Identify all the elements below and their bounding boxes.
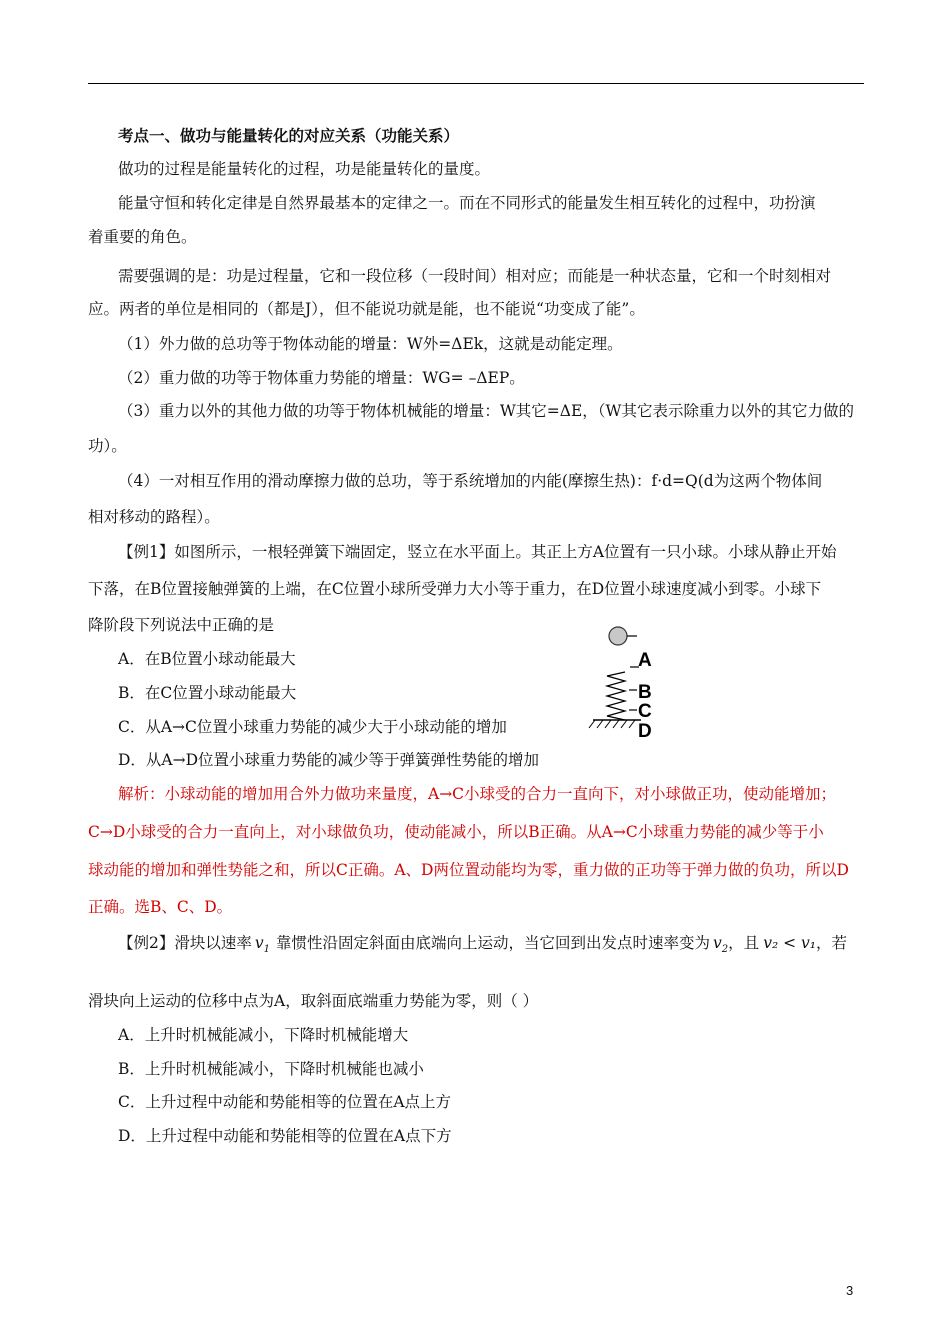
figure-label-d: D	[638, 721, 652, 742]
example1-text: 下落，在B位置接触弹簧的上端，在C位置小球所受弹力大小等于重力，在D位置小球速度减小到零。小球下	[88, 580, 822, 598]
example1-option-c: C．从A→C位置小球重力势能的减少大于小球动能的增加	[118, 718, 507, 736]
paragraph-line: （3）重力以外的其他力做的功等于物体机械能的增量：W其它=ΔE，（W其它表示除重力以外的其它力做的	[118, 402, 854, 420]
paragraph-line: （4）一对相互作用的滑动摩擦力做的总功，等于系统增加的内能(摩擦生热)：f·d=Q(d为这两个物体间	[118, 472, 823, 490]
analysis-line: 正确。选B、C、D。	[88, 898, 233, 916]
example2-text: 靠惯性沿固定斜面由底端向上运动，当它回到出发点时速率变为	[276, 934, 711, 952]
example2-option-a: A．上升时机械能减小，下降时机械能增大	[118, 1026, 409, 1044]
inequality: v₂ < v₁	[763, 934, 816, 952]
v2-symbol: $v_2$	[713, 934, 729, 955]
example2-option-b: B．上升时机械能减小，下降时机械能也减小	[118, 1060, 424, 1078]
example2-text: ，若	[815, 934, 847, 952]
figure-label-c: C	[638, 701, 652, 722]
v1-symbol: $v_1$	[254, 934, 271, 955]
paragraph-line: （2）重力做的功等于物体重力势能的增量：WG= –ΔEP。	[118, 369, 525, 387]
analysis-line: 球动能的增加和弹性势能之和，所以C正确。A、D两位置动能均为零，重力做的正功等于弹力做的负功，所以D	[88, 861, 849, 879]
header-rule	[88, 83, 864, 84]
page-number: 3	[846, 1283, 854, 1298]
spring-ball-figure	[585, 620, 675, 745]
figure-label-a: A	[638, 650, 652, 671]
analysis-line: C→D小球受的合力一直向上，对小球做负功，使动能减小，所以B正确。从A→C小球重力势能的减少等于小	[88, 823, 824, 841]
example2-option-d: D．上升过程中动能和势能相等的位置在A点下方	[118, 1127, 452, 1145]
ball-icon	[609, 627, 627, 645]
example2-option-c: C．上升过程中动能和势能相等的位置在A点上方	[118, 1093, 452, 1111]
spring-icon	[607, 672, 625, 720]
analysis-line: 解析：小球动能的增加用合外力做功来量度，A→C小球受的合力一直向下，对小球做正功，使动能增加；	[118, 785, 837, 803]
paragraph-line: 能量守恒和转化定律是自然界最基本的定律之一。而在不同形式的能量发生相互转化的过程中，功扮演	[118, 194, 816, 212]
example2-text: 【例2】滑块以速率	[118, 934, 252, 952]
figure-label-b: B	[638, 682, 652, 703]
paragraph-line: 需要强调的是：功是过程量，它和一段位移（一段时间）相对应；而能是一种状态量，它和一个时刻相对	[118, 267, 832, 285]
example2-line2: 滑块向上运动的位移中点为A，取斜面底端重力势能为零，则（ ）	[88, 992, 539, 1010]
example2-line1	[118, 932, 896, 961]
paragraph-line: 功）。	[88, 437, 127, 455]
paragraph-line: 相对移动的路程）。	[88, 508, 220, 526]
example1-option-b: B．在C位置小球动能最大	[118, 684, 297, 702]
paragraph-line: 做功的过程是能量转化的过程，功是能量转化的量度。	[118, 160, 491, 178]
section-heading: 考点一、做功与能量转化的对应关系（功能关系）	[118, 126, 460, 145]
example1-option-d: D．从A→D位置小球重力势能的减少等于弹簧弹性势能的增加	[118, 751, 540, 769]
example1-text: 降阶段下列说法中正确的是	[88, 616, 275, 634]
example1-option-a: A．在B位置小球动能最大	[118, 650, 296, 668]
paragraph-line: 着重要的角色。	[88, 228, 197, 246]
example2-text: ，且	[728, 934, 760, 952]
paragraph-line: （1）外力做的总功等于物体动能的增量：W外=ΔEk，这就是动能定理。	[118, 335, 623, 353]
paragraph-line: 应。两者的单位是相同的（都是J），但不能说功就是能，也不能说“功变成了能”。	[88, 300, 645, 318]
example1-text: 【例1】如图所示，一根轻弹簧下端固定，竖立在水平面上。其正上方A位置有一只小球。小球从静止开始	[118, 543, 837, 561]
